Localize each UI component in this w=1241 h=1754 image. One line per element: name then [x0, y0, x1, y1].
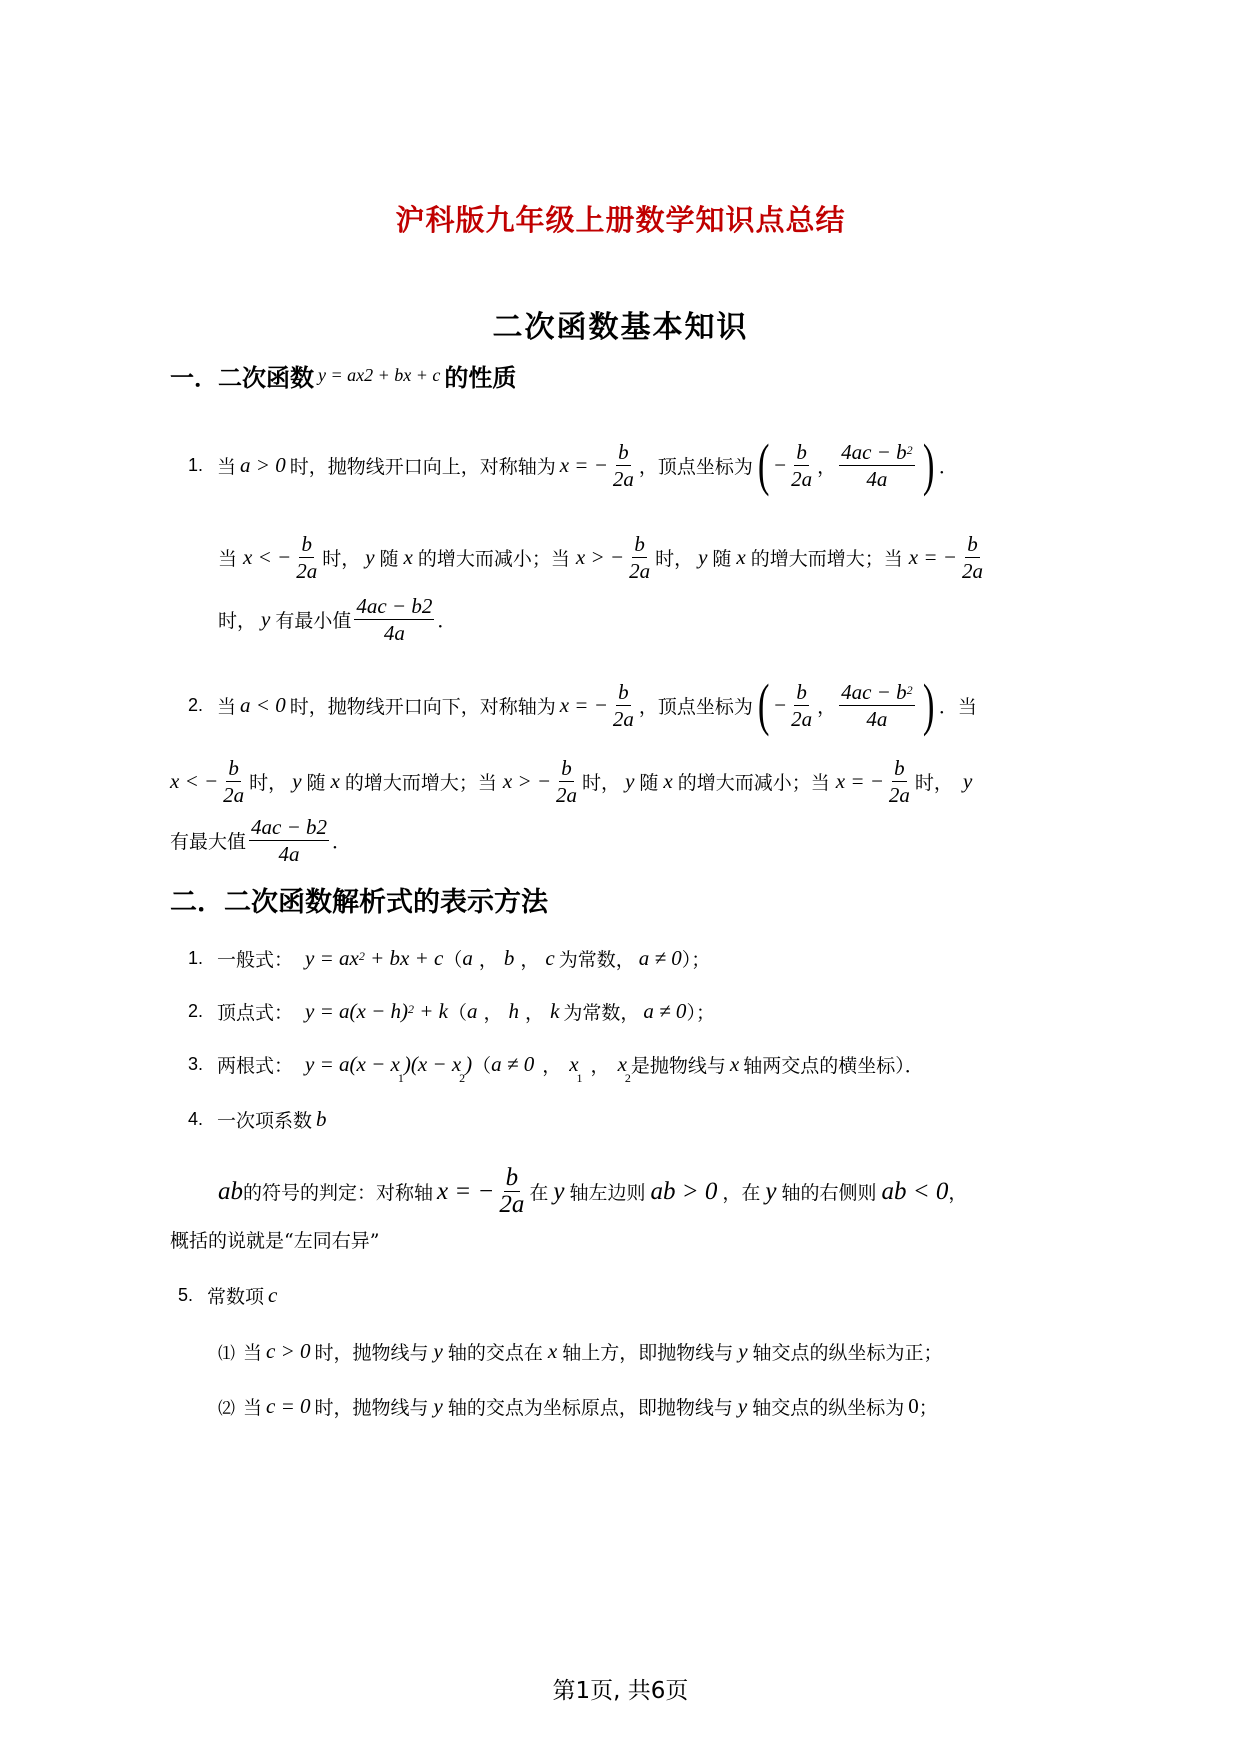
fraction-min-value	[354, 594, 434, 645]
text: 时，	[218, 610, 257, 632]
s1-item2-line2	[170, 756, 972, 807]
s1-item2-line1	[188, 672, 977, 737]
section-2-heading: 二．二次函数解析式的表示方法	[170, 887, 548, 918]
frac-den: 2a	[499, 1191, 525, 1218]
math-sub: 2	[624, 1071, 631, 1085]
math: ab > 0	[650, 1177, 718, 1205]
s2-item5-sub2	[218, 1393, 938, 1420]
math-cond: a > 0	[240, 452, 286, 477]
text: （	[472, 1055, 492, 1077]
page-footer: 第1页, 共6页	[552, 1678, 689, 1704]
text: ，顶点坐标为	[638, 455, 753, 478]
text: 轴左边则	[569, 1182, 646, 1204]
math: x	[403, 545, 413, 569]
frac-den: 2a	[296, 559, 318, 583]
math: x = −	[908, 545, 957, 569]
frac-num	[839, 440, 915, 466]
text: 为常数，	[563, 1002, 640, 1024]
text: ，	[948, 1182, 968, 1204]
text: ．	[938, 455, 958, 478]
frac-den: 2a	[556, 783, 578, 807]
text: ．当	[938, 695, 977, 718]
s2-item5-number: 5.	[178, 1285, 194, 1305]
frac-den: 2a	[888, 783, 910, 807]
text: ，	[525, 1002, 545, 1024]
math: y	[698, 545, 708, 569]
text: 轴的右侧则	[781, 1182, 877, 1204]
frac-den: 2a	[612, 466, 634, 491]
text: （	[443, 949, 463, 971]
math-sub: 1	[576, 1071, 583, 1085]
text: ，	[542, 1055, 562, 1077]
text: 有最小值	[275, 610, 352, 632]
text: 当	[217, 695, 237, 718]
text: 时，	[582, 772, 621, 794]
document-title: 沪科版九年级上册数学知识点总结	[395, 203, 846, 237]
text: 时，抛物线开口向上，对称轴为	[289, 455, 556, 478]
text: 当	[218, 548, 238, 570]
text: （	[448, 1002, 468, 1024]
text: 的增大而减小；当	[677, 772, 830, 794]
frac-den: 4a	[278, 842, 300, 866]
text: 当	[217, 455, 237, 478]
math: x	[617, 1052, 627, 1076]
math: + bx + c	[364, 946, 444, 970]
math: c = 0	[266, 1394, 311, 1418]
text: 两根式：	[217, 1055, 294, 1077]
math: y	[433, 1394, 443, 1418]
text: 的增大而增大；当	[750, 548, 903, 570]
math: x	[729, 1052, 740, 1076]
math: x	[663, 769, 673, 793]
math-axis: x = −	[559, 692, 608, 717]
text: 的符号的判定：对称轴	[243, 1182, 434, 1204]
frac-num-sup: 2	[906, 442, 913, 457]
math: y	[292, 769, 302, 793]
text: 常数项	[207, 1286, 265, 1308]
s2-item2-number: 2.	[188, 1001, 204, 1021]
left-paren: (	[757, 672, 770, 737]
text: ，	[817, 455, 837, 478]
math-sup: 2	[408, 1002, 415, 1016]
frac-num: b	[634, 532, 645, 556]
sub-number: ⑴	[218, 1344, 235, 1364]
fraction-vertex-x	[789, 680, 814, 731]
math-neg: −	[774, 452, 787, 477]
math: b	[316, 1107, 327, 1131]
s1-item1-line1	[188, 432, 958, 497]
fraction	[960, 532, 985, 583]
text: ；	[918, 1397, 938, 1419]
text: 一般式：	[217, 949, 294, 971]
math: y = a(x − x	[305, 1052, 400, 1076]
fraction	[887, 756, 912, 807]
frac-num-a: 4ac − b	[841, 439, 907, 464]
right-paren: )	[922, 432, 935, 497]
math: c	[545, 946, 555, 970]
sub-number: ⑵	[218, 1399, 235, 1419]
fraction-vertex-y	[839, 680, 915, 731]
fraction	[221, 756, 246, 807]
right-paren: )	[922, 672, 935, 737]
math: + k	[414, 999, 449, 1023]
text: 时，抛物线开口向下，对称轴为	[289, 695, 556, 718]
text: 轴交点的纵坐标为	[752, 1397, 905, 1419]
text: ．	[332, 831, 352, 853]
math: y	[261, 607, 271, 631]
math: )	[465, 1052, 473, 1076]
math: y	[553, 1177, 565, 1205]
s2-item4-summary: 概括的说就是“左同右异”	[170, 1230, 380, 1252]
text: 轴交点的纵坐标为正；	[752, 1342, 943, 1364]
s1-item1-number: 1.	[188, 454, 204, 475]
math: x > −	[575, 545, 625, 569]
text: 是抛物线与	[630, 1055, 726, 1077]
section-1-heading-prefix: 一．二次函数	[170, 364, 314, 392]
math: h	[508, 999, 520, 1023]
text: 在	[529, 1182, 549, 1204]
math: y	[365, 545, 375, 569]
math: x < −	[243, 545, 292, 569]
frac-num: b	[301, 532, 312, 556]
frac-den: 2a	[223, 783, 245, 807]
math-sub: 1	[397, 1071, 404, 1085]
math: c	[268, 1283, 278, 1307]
fraction	[554, 756, 579, 807]
text: 有最大值	[170, 831, 247, 853]
text: 的增大而减小；当	[417, 548, 570, 570]
frac-num: 4ac − b2	[356, 594, 433, 618]
text: 随	[712, 548, 732, 570]
math-axis: x = −	[559, 452, 608, 477]
s1-item1-line2	[218, 532, 988, 583]
text: 当	[243, 1342, 263, 1364]
s2-item5	[178, 1282, 277, 1309]
text: 轴上方，即抛物线与	[562, 1342, 734, 1364]
math: x < −	[170, 769, 219, 793]
math-neg: −	[774, 692, 787, 717]
text: ，顶点坐标为	[638, 695, 753, 718]
fraction-b-over-2a	[611, 440, 636, 491]
math: b	[503, 946, 515, 970]
s2-item3	[188, 1051, 924, 1085]
section-1-heading-suffix: 的性质	[444, 364, 517, 392]
frac-den: 4a	[866, 706, 888, 731]
math: x = −	[437, 1177, 495, 1205]
text: ）；	[686, 1002, 715, 1024]
section-1-heading-formula: y = ax2 + bx + c	[318, 365, 441, 385]
frac-den: 4a	[866, 466, 888, 491]
text: 当	[243, 1397, 263, 1419]
math: ab < 0	[881, 1177, 949, 1205]
s2-item2	[188, 998, 715, 1025]
text: 一次项系数	[217, 1110, 313, 1132]
fraction-vertex-y	[839, 440, 915, 491]
math: )(x − x	[403, 1052, 462, 1076]
math: x = −	[835, 769, 884, 793]
math: ab	[218, 1177, 243, 1205]
frac-num: 4ac − b2	[251, 815, 328, 839]
s2-item4	[188, 1106, 327, 1133]
frac-num-a: 4ac − b	[841, 679, 907, 704]
text: ，	[817, 695, 837, 718]
text: 随	[306, 772, 326, 794]
frac-num: b	[228, 756, 239, 780]
text: ）；	[681, 949, 711, 971]
math: y = a(x − h)	[305, 999, 409, 1023]
math: y = ax	[305, 946, 359, 970]
frac-den: 2a	[961, 559, 983, 583]
text: 轴的交点为坐标原点，即抛物线与	[447, 1397, 733, 1419]
fraction	[627, 532, 652, 583]
frac-num: b	[894, 756, 905, 780]
frac-num-sup: 2	[906, 682, 913, 697]
frac-den: 2a	[629, 559, 651, 583]
text: ，在	[722, 1182, 761, 1204]
s1-item1-line3	[218, 594, 456, 645]
text: ．	[437, 610, 457, 632]
math: y	[737, 1394, 748, 1418]
math: a ≠ 0	[638, 946, 682, 970]
frac-num: b	[505, 1164, 519, 1191]
text: 时，	[322, 548, 361, 570]
math: a	[462, 946, 473, 970]
frac-den: 2a	[791, 466, 813, 491]
text: 随	[379, 548, 399, 570]
math: x	[547, 1339, 558, 1363]
frac-num: b	[561, 756, 572, 780]
s2-item4-para	[218, 1166, 967, 1217]
math: k	[550, 999, 560, 1023]
s2-item4-number: 4.	[188, 1109, 204, 1129]
math: y	[738, 1339, 748, 1363]
text: ，	[478, 949, 498, 971]
frac-den: 2a	[612, 706, 634, 731]
text: 时，	[249, 772, 288, 794]
math: x > −	[502, 769, 552, 793]
math: x	[736, 545, 746, 569]
math: 0	[908, 1394, 919, 1418]
math: x	[330, 769, 340, 793]
math: y	[433, 1339, 443, 1363]
text: 时，	[914, 772, 953, 794]
frac-num: b	[796, 439, 807, 464]
text: 的增大而增大；当	[344, 772, 497, 794]
left-paren: (	[757, 432, 770, 497]
math: c > 0	[266, 1339, 311, 1363]
math: a	[467, 999, 478, 1023]
frac-den: 4a	[383, 621, 405, 645]
math-sup: 2	[358, 949, 365, 963]
frac-num	[839, 680, 915, 706]
text: 随	[639, 772, 659, 794]
math: y	[765, 1177, 777, 1205]
math-cond: a < 0	[240, 692, 286, 717]
s1-item2-line3	[170, 815, 351, 866]
text: ，	[590, 1055, 610, 1077]
fraction-vertex-x	[789, 440, 814, 491]
text: 为常数，	[558, 949, 635, 971]
text: 顶点式：	[217, 1002, 294, 1024]
frac-num: b	[796, 679, 807, 704]
text: 轴两交点的横坐标）．	[743, 1055, 924, 1077]
math: y	[625, 769, 635, 793]
fraction-b-over-2a	[611, 680, 636, 731]
frac-num: b	[618, 679, 629, 704]
math-sub: 2	[459, 1071, 466, 1085]
fraction	[497, 1166, 526, 1217]
text: ，	[483, 1002, 503, 1024]
s2-item5-sub1	[218, 1338, 943, 1365]
frac-num: b	[967, 532, 978, 556]
text: 时，抛物线与	[314, 1342, 429, 1364]
text: ，	[520, 949, 540, 971]
text: 时，	[655, 548, 694, 570]
fraction	[294, 532, 319, 583]
text: 轴的交点在	[447, 1342, 543, 1364]
text: 时，抛物线与	[314, 1397, 429, 1419]
s1-item2-number: 2.	[188, 694, 204, 715]
fraction-max-value	[249, 815, 329, 866]
s2-item3-number: 3.	[188, 1054, 204, 1074]
math: y	[962, 769, 973, 793]
frac-num: b	[618, 439, 629, 464]
document-subtitle: 二次函数基本知识	[492, 310, 749, 345]
s2-item1-number: 1.	[188, 948, 204, 968]
math: a ≠ 0	[643, 999, 687, 1023]
section-1-heading	[170, 358, 516, 393]
frac-den: 2a	[791, 706, 813, 731]
s2-item1	[188, 945, 710, 972]
math: x	[569, 1052, 579, 1076]
math: a ≠ 0	[491, 1052, 535, 1076]
